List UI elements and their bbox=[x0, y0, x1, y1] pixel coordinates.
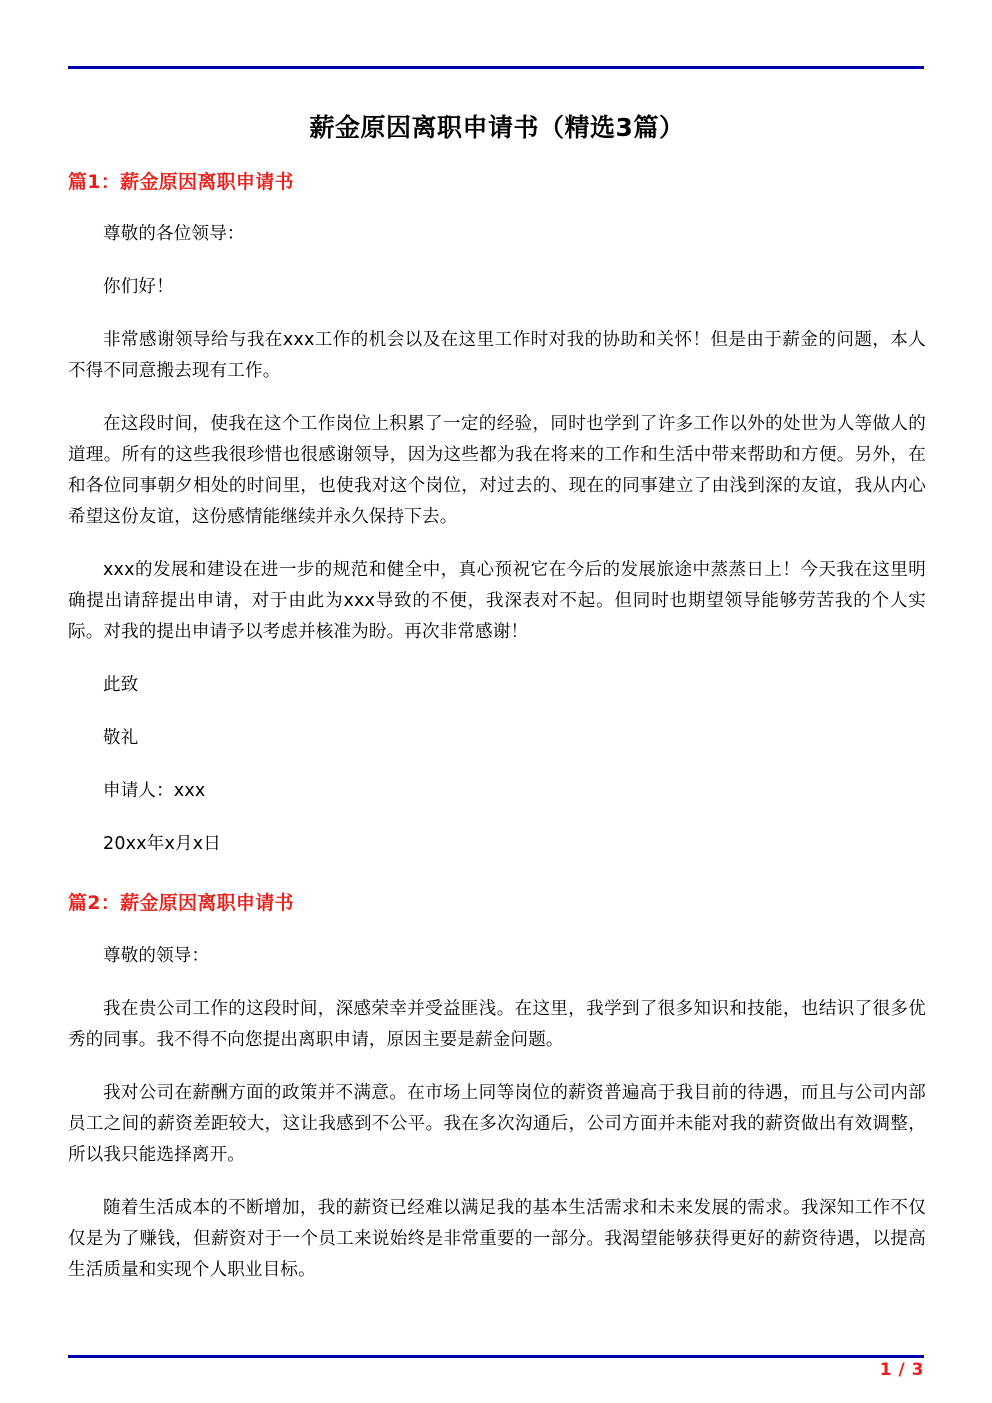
text-line: 此致 bbox=[103, 675, 139, 696]
paragraph: xxx的发展和建设在进一步的规范和健全中，真心预祝它在今后的发展旅途中蒸蒸日上！今天我在这里明确提出请辞提出申请，对于由此为xxx导致的不便，我深表对不起。但同时也期望领导能够劳苦我的个人实际。对我的提出申请予以考虑并核准为盼。再次非常感谢！ bbox=[68, 560, 926, 643]
page-title: 薪金原因离职申请书（精选3篇） bbox=[309, 113, 685, 142]
footer-rule bbox=[68, 1355, 924, 1358]
paragraph: 我在贵公司工作的这段时间，深感荣幸并受益匪浅。在这里，我学到了很多知识和技能，也结识了很多优秀的同事。我不得不向您提出离职申请，原因主要是薪金问题。 bbox=[68, 998, 926, 1050]
paragraph: 我对公司在薪酬方面的政策并不满意。在市场上同等岗位的薪资普遍高于我目前的待遇，而且与公司内部员工之间的薪资差距较大，这让我感到不公平。我在多次沟通后，公司方面并未能对我的薪资做出有效调整，所以我只能选择离开。 bbox=[68, 1082, 926, 1165]
sections-container bbox=[68, 169, 926, 1286]
section-heading: 篇2：薪金原因离职申请书 bbox=[68, 892, 294, 915]
text-line: 尊敬的各位领导： bbox=[103, 224, 245, 245]
text-line: 尊敬的领导： bbox=[103, 945, 210, 966]
paragraph: 非常感谢领导给与我在xxx工作的机会以及在这里工作时对我的协助和关怀！但是由于薪金的问题，本人不得不同意搬去现有工作。 bbox=[68, 330, 926, 382]
header-rule bbox=[68, 66, 924, 69]
text-line: 你们好！ bbox=[103, 277, 174, 298]
section-heading: 篇1：薪金原因离职申请书 bbox=[68, 170, 294, 193]
paragraph: 随着生活成本的不断增加，我的薪资已经难以满足我的基本生活需求和未来发展的需求。我深知工作不仅仅是为了赚钱，但薪资对于一个员工来说始终是非常重要的一部分。我渴望能够获得更好的薪资待遇，以提高生活质量和实现个人职业目标。 bbox=[68, 1197, 926, 1280]
document-content bbox=[68, 112, 926, 1308]
text-line: 敬礼 bbox=[103, 728, 139, 749]
text-line: 申请人：xxx bbox=[103, 781, 206, 802]
text-line: 20xx年x月x日 bbox=[103, 834, 221, 855]
page-number: 1 / 3 bbox=[879, 1360, 924, 1380]
paragraph: 在这段时间，使我在这个工作岗位上积累了一定的经验，同时也学到了许多工作以外的处世为人等做人的道理。所有的这些我很珍惜也很感谢领导，因为这些都为我在将来的工作和生活中带来帮助和方便。另外，在和各位同事朝夕相处的时间里，也使我对这个岗位，对过去的、现在的同事建立了由浅到深的友谊，我从内心希望这份友谊，这份感情能继续并永久保持下去。 bbox=[68, 414, 926, 528]
